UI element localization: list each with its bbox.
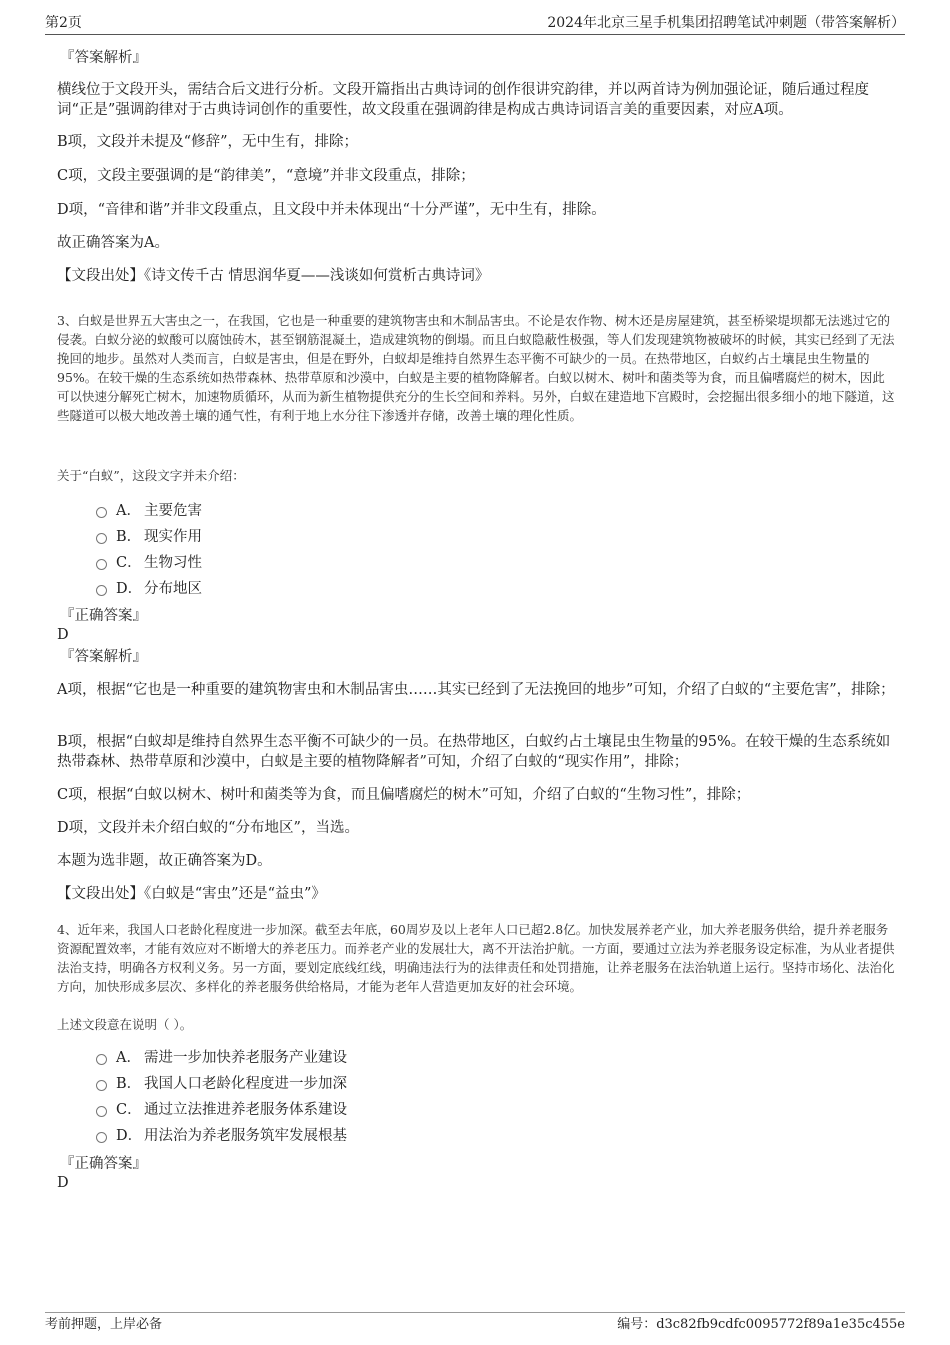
correct-answer: D [57, 1175, 69, 1191]
correct-answer-label: 『正确答案』 [60, 1156, 147, 1172]
option-letter: C． [116, 555, 142, 571]
option-c[interactable] [96, 553, 202, 573]
option-letter: D． [116, 1128, 143, 1144]
option-d[interactable] [96, 1126, 347, 1146]
source-citation: 【文段出处】《诗文传千古 情思润华夏——浅谈如何赏析古典诗词》 [57, 268, 490, 284]
option-text: 现实作用 [144, 529, 202, 545]
option-c[interactable] [96, 1100, 347, 1120]
question-4-passage: 4、近年来，我国人口老龄化程度进一步加深。截至去年底，60周岁及以上老年人口已超2.8亿。加快发展养老产业，加大养老服务供给，提升养老服务资源配置效率，才能有效应对不断增大的养老压力。而养老产业的发展壮大，离不开法治护航。一方面，要通过立法为养老服务设定标准，为从业者提供法治支持，明确各方权利义务。另一方面，要划定底线红线，明确违法行为的法律责任和处罚措施，让养老服务在法治轨道上运行。坚持市场化、法治化方向，加快形成多层次、多样化的养老服务供给格局，才能为老年人营造更加友好的社会环境。 [57, 922, 895, 994]
option-text: 我国人口老龄化程度进一步加深 [144, 1076, 347, 1092]
option-text: 用法治为养老服务筑牢发展根基 [144, 1128, 347, 1144]
option-a[interactable] [96, 501, 202, 521]
analysis-option-b: B项，根据“白蚁却是维持自然界生态平衡不可缺少的一员。在热带地区，白蚁约占土壤昆虫生物量的95%。在较干燥的生态系统如热带森林、热带草原和沙漠中，白蚁是主要的植物降解者”可知，介绍了白蚁的“现实作用”，排除； [57, 734, 891, 770]
source-citation: 【文段出处】《白蚁是“害虫”还是“益虫”》 [57, 886, 326, 902]
radio-icon[interactable] [96, 1106, 107, 1117]
radio-icon[interactable] [96, 585, 107, 596]
page-footer [45, 1312, 905, 1338]
document-title: 2024年北京三星手机集团招聘笔试冲刺题（带答案解析） [547, 15, 905, 31]
analysis-option-d: D项，文段并未介绍白蚁的“分布地区”，当选。 [57, 820, 359, 836]
option-a[interactable] [96, 1048, 347, 1068]
analysis-option-c: C项，文段主要强调的是“韵律美”，“意境”并非文段重点，排除； [57, 168, 475, 184]
option-letter: B． [116, 529, 142, 545]
analysis-conclusion: 本题为选非题，故正确答案为D。 [57, 853, 272, 869]
radio-icon[interactable] [96, 507, 107, 518]
option-text: 需进一步加快养老服务产业建设 [144, 1050, 347, 1066]
option-d[interactable] [96, 579, 202, 599]
question-3-passage: 3、白蚁是世界五大害虫之一，在我国，它也是一种重要的建筑物害虫和木制品害虫。不论是农作物、树木还是房屋建筑，甚至桥梁堤坝都无法逃过它的侵袭。白蚁分泌的蚁酸可以腐蚀砖木，甚至钢筋混凝土，造成建筑物的倒塌。而且白蚁隐蔽性极强，等人们发现建筑物被破坏的时候，其实已经到了无法挽回的地步。虽然对人类而言，白蚁是害虫，但是在野外，白蚁却是维持自然界生态平衡不可缺少的一员。在热带地区，白蚁约占土壤昆虫生物量的95%。在较干燥的生态系统如热带森林、热带草原和沙漠中，白蚁是主要的植物降解者。白蚁以树木、树叶和菌类等为食，而且偏嗜腐烂的树木，因此可以快速分解死亡树木，加速物质循环，从而为新生植物提供充分的生长空间和养料。另外，白蚁在建造地下宫殿时，会挖掘出很多细小的地下隧道，这些隧道可以极大地改善土壤的通气性，有利于地上水分往下渗透并存储，改善土壤的理化性质。 [57, 313, 895, 423]
footer-slogan: 考前押题，上岸必备 [45, 1317, 163, 1332]
option-text: 生物习性 [144, 555, 202, 571]
option-text: 通过立法推进养老服务体系建设 [144, 1102, 347, 1118]
option-letter: B． [116, 1076, 142, 1092]
radio-icon[interactable] [96, 533, 107, 544]
radio-icon[interactable] [96, 1080, 107, 1091]
radio-icon[interactable] [96, 1132, 107, 1143]
question-3-stem: 关于“白蚁”，这段文字并未介绍： [57, 468, 245, 483]
option-letter: D． [116, 581, 143, 597]
option-letter: C． [116, 1102, 142, 1118]
document-code: 编号：d3c82fb9cdfc0095772f89a1e35c455e [617, 1317, 905, 1332]
analysis-option-a: A项，根据“它也是一种重要的建筑物害虫和木制品害虫……其实已经到了无法挽回的地步”可知，介绍了白蚁的“主要危害”，排除； [57, 682, 895, 698]
analysis-option-d: D项，“音律和谐”并非文段重点，且文段中并未体现出“十分严谨”，无中生有，排除。 [57, 202, 606, 218]
option-b[interactable] [96, 1074, 347, 1094]
option-letter: A． [116, 1050, 141, 1066]
page-header [45, 14, 905, 35]
option-b[interactable] [96, 527, 202, 547]
analysis-label: 『答案解析』 [60, 649, 147, 665]
radio-icon[interactable] [96, 1054, 107, 1065]
option-text: 分布地区 [144, 581, 202, 597]
option-text: 主要危害 [144, 503, 202, 519]
question-4-stem: 上述文段意在说明（ ）。 [57, 1017, 193, 1032]
radio-icon[interactable] [96, 559, 107, 570]
page-number: 第2页 [45, 15, 82, 31]
option-letter: A． [116, 503, 141, 519]
analysis-label: 『答案解析』 [60, 50, 147, 66]
correct-answer: D [57, 627, 69, 643]
analysis-conclusion: 故正确答案为A。 [57, 235, 169, 251]
analysis-paragraph: 横线位于文段开头，需结合后文进行分析。文段开篇指出古典诗词的创作很讲究韵律，并以两首诗为例加强论证，随后通过程度词“正是”强调韵律对于古典诗词创作的重要性，故文段重在强调韵律是构成古典诗词语言美的重要因素，对应A项。 [57, 82, 869, 118]
analysis-option-c: C项，根据“白蚁以树木、树叶和菌类等为食，而且偏嗜腐烂的树木”可知，介绍了白蚁的“生物习性”，排除； [57, 787, 751, 803]
correct-answer-label: 『正确答案』 [60, 608, 147, 624]
analysis-option-b: B项，文段并未提及“修辞”，无中生有，排除； [57, 134, 358, 150]
